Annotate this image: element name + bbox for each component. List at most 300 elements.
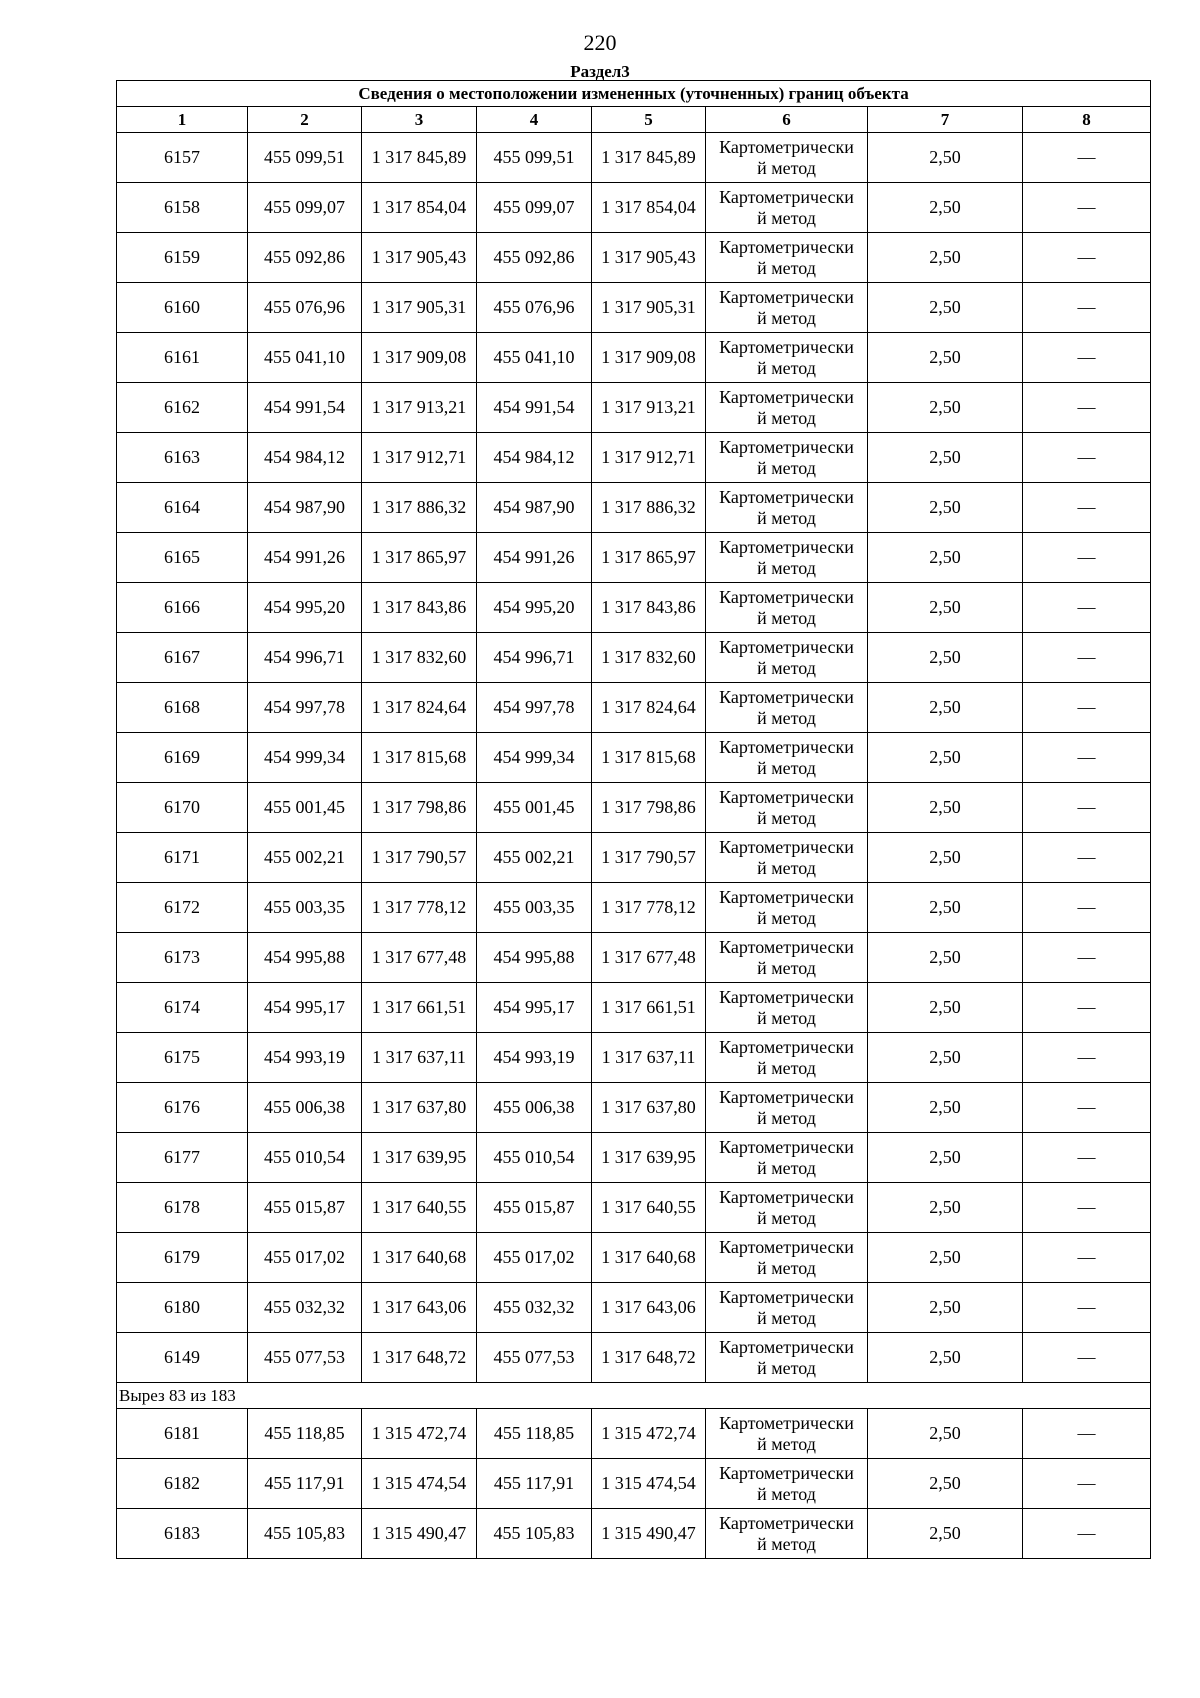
page-number: 220 xyxy=(583,30,617,55)
y-new-cell: 1 317 637,11 xyxy=(592,1033,706,1083)
table-row xyxy=(117,1333,1151,1383)
x-existing-cell: 455 092,86 xyxy=(248,233,362,283)
y-existing-cell: 1 317 648,72 xyxy=(362,1333,477,1383)
y-existing-cell: 1 317 832,60 xyxy=(362,633,477,683)
y-new-cell: 1 317 661,51 xyxy=(592,983,706,1033)
x-existing-cell: 455 118,85 xyxy=(248,1409,362,1459)
y-existing-cell: 1 317 845,89 xyxy=(362,133,477,183)
method-cell xyxy=(706,333,868,383)
subsection-row xyxy=(117,1383,1151,1409)
x-new-cell: 454 991,54 xyxy=(477,383,592,433)
x-existing-cell: 455 006,38 xyxy=(248,1083,362,1133)
y-existing-cell: 1 317 815,68 xyxy=(362,733,477,783)
y-existing-cell: 1 317 790,57 xyxy=(362,833,477,883)
description-cell: — xyxy=(1023,1333,1151,1383)
method-cell xyxy=(706,133,868,183)
accuracy-cell: 2,50 xyxy=(868,283,1023,333)
method-cell xyxy=(706,183,868,233)
method-line-1: Картометрически xyxy=(719,386,854,407)
table-row xyxy=(117,583,1151,633)
x-new-cell: 455 032,32 xyxy=(477,1283,592,1333)
x-existing-cell: 454 987,90 xyxy=(248,483,362,533)
accuracy-cell: 2,50 xyxy=(868,733,1023,783)
method-line-1: Картометрически xyxy=(719,1336,854,1357)
x-new-cell: 455 099,51 xyxy=(477,133,592,183)
accuracy-cell: 2,50 xyxy=(868,983,1023,1033)
table-row xyxy=(117,1133,1151,1183)
x-new-cell: 455 041,10 xyxy=(477,333,592,383)
y-new-cell: 1 315 474,54 xyxy=(592,1459,706,1509)
description-cell: — xyxy=(1023,933,1151,983)
y-existing-cell: 1 317 854,04 xyxy=(362,183,477,233)
method-cell xyxy=(706,633,868,683)
table-row xyxy=(117,1409,1151,1459)
x-existing-cell: 455 002,21 xyxy=(248,833,362,883)
x-existing-cell: 454 996,71 xyxy=(248,633,362,683)
description-cell: — xyxy=(1023,1509,1151,1559)
method-line-2: й метод xyxy=(757,807,816,828)
column-number: 7 xyxy=(868,107,1023,133)
table-row xyxy=(117,983,1151,1033)
point-number-cell: 6180 xyxy=(117,1283,248,1333)
method-line-1: Картометрически xyxy=(719,136,854,157)
x-existing-cell: 454 995,17 xyxy=(248,983,362,1033)
y-new-cell: 1 315 472,74 xyxy=(592,1409,706,1459)
x-new-cell: 455 002,21 xyxy=(477,833,592,883)
description-cell: — xyxy=(1023,1283,1151,1333)
y-new-cell: 1 317 905,43 xyxy=(592,233,706,283)
method-line-1: Картометрически xyxy=(719,536,854,557)
y-new-cell: 1 317 845,89 xyxy=(592,133,706,183)
column-number: 3 xyxy=(362,107,477,133)
column-number: 1 xyxy=(117,107,248,133)
accuracy-cell: 2,50 xyxy=(868,833,1023,883)
description-cell: — xyxy=(1023,1133,1151,1183)
y-new-cell: 1 317 815,68 xyxy=(592,733,706,783)
y-existing-cell: 1 315 472,74 xyxy=(362,1409,477,1459)
table-row xyxy=(117,933,1151,983)
point-number-cell: 6149 xyxy=(117,1333,248,1383)
y-existing-cell: 1 317 912,71 xyxy=(362,433,477,483)
y-existing-cell: 1 317 824,64 xyxy=(362,683,477,733)
x-new-cell: 454 993,19 xyxy=(477,1033,592,1083)
x-existing-cell: 455 015,87 xyxy=(248,1183,362,1233)
method-line-2: й метод xyxy=(757,657,816,678)
table-row xyxy=(117,333,1151,383)
method-line-2: й метод xyxy=(757,707,816,728)
x-new-cell: 454 996,71 xyxy=(477,633,592,683)
table-row xyxy=(117,1459,1151,1509)
x-new-cell: 455 077,53 xyxy=(477,1333,592,1383)
column-number-row xyxy=(117,107,1151,133)
method-cell xyxy=(706,1459,868,1509)
description-cell: — xyxy=(1023,433,1151,483)
method-line-2: й метод xyxy=(757,257,816,278)
description-cell: — xyxy=(1023,1459,1151,1509)
method-line-1: Картометрически xyxy=(719,936,854,957)
accuracy-cell: 2,50 xyxy=(868,583,1023,633)
table-caption-row xyxy=(117,81,1151,107)
description-cell: — xyxy=(1023,783,1151,833)
x-existing-cell: 454 991,26 xyxy=(248,533,362,583)
table-row xyxy=(117,1033,1151,1083)
method-cell xyxy=(706,1233,868,1283)
x-new-cell: 455 017,02 xyxy=(477,1233,592,1283)
method-line-1: Картометрически xyxy=(719,736,854,757)
accuracy-cell: 2,50 xyxy=(868,1183,1023,1233)
method-line-1: Картометрически xyxy=(719,1412,854,1433)
table-row xyxy=(117,283,1151,333)
x-new-cell: 454 995,88 xyxy=(477,933,592,983)
x-new-cell: 454 991,26 xyxy=(477,533,592,583)
method-line-2: й метод xyxy=(757,457,816,478)
y-existing-cell: 1 317 778,12 xyxy=(362,883,477,933)
x-new-cell: 454 995,20 xyxy=(477,583,592,633)
y-existing-cell: 1 317 905,43 xyxy=(362,233,477,283)
coordinates-table xyxy=(116,80,1151,1559)
method-cell xyxy=(706,1183,868,1233)
table-body xyxy=(117,133,1151,1559)
method-line-2: й метод xyxy=(757,1533,816,1554)
point-number-cell: 6175 xyxy=(117,1033,248,1083)
x-existing-cell: 454 995,20 xyxy=(248,583,362,633)
point-number-cell: 6162 xyxy=(117,383,248,433)
y-existing-cell: 1 317 661,51 xyxy=(362,983,477,1033)
table-row xyxy=(117,233,1151,283)
y-existing-cell: 1 317 843,86 xyxy=(362,583,477,633)
x-new-cell: 454 984,12 xyxy=(477,433,592,483)
column-number: 6 xyxy=(706,107,868,133)
description-cell: — xyxy=(1023,833,1151,883)
table-row xyxy=(117,433,1151,483)
accuracy-cell: 2,50 xyxy=(868,1459,1023,1509)
description-cell: — xyxy=(1023,983,1151,1033)
x-existing-cell: 455 010,54 xyxy=(248,1133,362,1183)
y-existing-cell: 1 317 909,08 xyxy=(362,333,477,383)
x-new-cell: 455 099,07 xyxy=(477,183,592,233)
y-existing-cell: 1 317 886,32 xyxy=(362,483,477,533)
method-line-2: й метод xyxy=(757,307,816,328)
method-line-2: й метод xyxy=(757,1433,816,1454)
method-line-1: Картометрически xyxy=(719,1512,854,1533)
x-new-cell: 455 003,35 xyxy=(477,883,592,933)
method-line-2: й метод xyxy=(757,607,816,628)
y-new-cell: 1 317 854,04 xyxy=(592,183,706,233)
accuracy-cell: 2,50 xyxy=(868,1083,1023,1133)
y-new-cell: 1 317 790,57 xyxy=(592,833,706,883)
x-new-cell: 454 997,78 xyxy=(477,683,592,733)
accuracy-cell: 2,50 xyxy=(868,1283,1023,1333)
description-cell: — xyxy=(1023,483,1151,533)
table-row xyxy=(117,783,1151,833)
description-cell: — xyxy=(1023,383,1151,433)
point-number-cell: 6170 xyxy=(117,783,248,833)
x-existing-cell: 455 076,96 xyxy=(248,283,362,333)
method-line-1: Картометрически xyxy=(719,836,854,857)
method-line-1: Картометрически xyxy=(719,586,854,607)
x-existing-cell: 455 017,02 xyxy=(248,1233,362,1283)
x-existing-cell: 454 993,19 xyxy=(248,1033,362,1083)
y-existing-cell: 1 317 677,48 xyxy=(362,933,477,983)
method-cell xyxy=(706,1509,868,1559)
y-existing-cell: 1 317 639,95 xyxy=(362,1133,477,1183)
method-line-1: Картометрически xyxy=(719,886,854,907)
x-existing-cell: 455 077,53 xyxy=(248,1333,362,1383)
description-cell: — xyxy=(1023,533,1151,583)
method-line-1: Картометрически xyxy=(719,286,854,307)
method-cell xyxy=(706,583,868,633)
point-number-cell: 6159 xyxy=(117,233,248,283)
table-row xyxy=(117,1183,1151,1233)
x-existing-cell: 455 003,35 xyxy=(248,883,362,933)
accuracy-cell: 2,50 xyxy=(868,433,1023,483)
method-line-2: й метод xyxy=(757,857,816,878)
method-cell xyxy=(706,1033,868,1083)
x-new-cell: 455 118,85 xyxy=(477,1409,592,1459)
x-existing-cell: 455 105,83 xyxy=(248,1509,362,1559)
method-line-1: Картометрически xyxy=(719,436,854,457)
accuracy-cell: 2,50 xyxy=(868,1233,1023,1283)
y-new-cell: 1 317 824,64 xyxy=(592,683,706,733)
method-line-1: Картометрически xyxy=(719,1136,854,1157)
point-number-cell: 6169 xyxy=(117,733,248,783)
point-number-cell: 6167 xyxy=(117,633,248,683)
description-cell: — xyxy=(1023,883,1151,933)
description-cell: — xyxy=(1023,1409,1151,1459)
method-cell xyxy=(706,883,868,933)
table-row xyxy=(117,1283,1151,1333)
accuracy-cell: 2,50 xyxy=(868,333,1023,383)
method-line-2: й метод xyxy=(757,1307,816,1328)
description-cell: — xyxy=(1023,633,1151,683)
description-cell: — xyxy=(1023,1183,1151,1233)
y-new-cell: 1 317 637,80 xyxy=(592,1083,706,1133)
method-cell xyxy=(706,383,868,433)
method-line-2: й метод xyxy=(757,157,816,178)
y-new-cell: 1 315 490,47 xyxy=(592,1509,706,1559)
method-line-1: Картометрически xyxy=(719,236,854,257)
method-cell xyxy=(706,933,868,983)
description-cell: — xyxy=(1023,1033,1151,1083)
y-existing-cell: 1 317 643,06 xyxy=(362,1283,477,1333)
x-existing-cell: 454 984,12 xyxy=(248,433,362,483)
column-number: 8 xyxy=(1023,107,1151,133)
method-line-2: й метод xyxy=(757,1007,816,1028)
x-new-cell: 455 092,86 xyxy=(477,233,592,283)
column-number: 5 xyxy=(592,107,706,133)
description-cell: — xyxy=(1023,1233,1151,1283)
table-row xyxy=(117,833,1151,883)
x-existing-cell: 455 001,45 xyxy=(248,783,362,833)
x-new-cell: 455 076,96 xyxy=(477,283,592,333)
method-line-2: й метод xyxy=(757,907,816,928)
point-number-cell: 6176 xyxy=(117,1083,248,1133)
accuracy-cell: 2,50 xyxy=(868,533,1023,583)
accuracy-cell: 2,50 xyxy=(868,1333,1023,1383)
method-line-1: Картометрически xyxy=(719,486,854,507)
accuracy-cell: 2,50 xyxy=(868,483,1023,533)
method-line-2: й метод xyxy=(757,957,816,978)
x-new-cell: 455 117,91 xyxy=(477,1459,592,1509)
y-new-cell: 1 317 832,60 xyxy=(592,633,706,683)
point-number-cell: 6166 xyxy=(117,583,248,633)
table-caption: Сведения о местоположении измененных (уточненных) границ объекта xyxy=(117,81,1151,107)
description-cell: — xyxy=(1023,333,1151,383)
point-number-cell: 6181 xyxy=(117,1409,248,1459)
method-line-1: Картометрически xyxy=(719,1036,854,1057)
y-new-cell: 1 317 640,68 xyxy=(592,1233,706,1283)
point-number-cell: 6174 xyxy=(117,983,248,1033)
method-line-2: й метод xyxy=(757,1357,816,1378)
y-existing-cell: 1 317 913,21 xyxy=(362,383,477,433)
y-existing-cell: 1 317 637,80 xyxy=(362,1083,477,1133)
y-new-cell: 1 317 798,86 xyxy=(592,783,706,833)
point-number-cell: 6165 xyxy=(117,533,248,583)
point-number-cell: 6168 xyxy=(117,683,248,733)
method-line-2: й метод xyxy=(757,507,816,528)
column-number: 2 xyxy=(248,107,362,133)
accuracy-cell: 2,50 xyxy=(868,1409,1023,1459)
method-line-1: Картометрически xyxy=(719,1086,854,1107)
method-line-2: й метод xyxy=(757,1057,816,1078)
accuracy-cell: 2,50 xyxy=(868,183,1023,233)
description-cell: — xyxy=(1023,1083,1151,1133)
subsection-label: Вырез 83 из 183 xyxy=(117,1383,1151,1409)
y-existing-cell: 1 315 474,54 xyxy=(362,1459,477,1509)
point-number-cell: 6177 xyxy=(117,1133,248,1183)
x-existing-cell: 455 117,91 xyxy=(248,1459,362,1509)
point-number-cell: 6179 xyxy=(117,1233,248,1283)
x-new-cell: 454 987,90 xyxy=(477,483,592,533)
y-new-cell: 1 317 778,12 xyxy=(592,883,706,933)
method-line-2: й метод xyxy=(757,1483,816,1504)
y-new-cell: 1 317 905,31 xyxy=(592,283,706,333)
method-line-1: Картометрически xyxy=(719,1286,854,1307)
method-line-1: Картометрически xyxy=(719,686,854,707)
point-number-cell: 6161 xyxy=(117,333,248,383)
accuracy-cell: 2,50 xyxy=(868,683,1023,733)
y-new-cell: 1 317 643,06 xyxy=(592,1283,706,1333)
point-number-cell: 6182 xyxy=(117,1459,248,1509)
column-number: 4 xyxy=(477,107,592,133)
table-row xyxy=(117,533,1151,583)
point-number-cell: 6178 xyxy=(117,1183,248,1233)
x-existing-cell: 455 041,10 xyxy=(248,333,362,383)
method-line-2: й метод xyxy=(757,757,816,778)
description-cell: — xyxy=(1023,733,1151,783)
method-line-1: Картометрически xyxy=(719,986,854,1007)
x-new-cell: 454 995,17 xyxy=(477,983,592,1033)
x-existing-cell: 455 032,32 xyxy=(248,1283,362,1333)
point-number-cell: 6172 xyxy=(117,883,248,933)
y-new-cell: 1 317 640,55 xyxy=(592,1183,706,1233)
y-new-cell: 1 317 677,48 xyxy=(592,933,706,983)
method-line-2: й метод xyxy=(757,207,816,228)
table-row xyxy=(117,483,1151,533)
method-cell xyxy=(706,783,868,833)
y-new-cell: 1 317 648,72 xyxy=(592,1333,706,1383)
y-existing-cell: 1 317 865,97 xyxy=(362,533,477,583)
description-cell: — xyxy=(1023,233,1151,283)
y-existing-cell: 1 317 640,68 xyxy=(362,1233,477,1283)
y-new-cell: 1 317 909,08 xyxy=(592,333,706,383)
method-cell xyxy=(706,733,868,783)
accuracy-cell: 2,50 xyxy=(868,883,1023,933)
method-cell xyxy=(706,983,868,1033)
method-cell xyxy=(706,283,868,333)
point-number-cell: 6164 xyxy=(117,483,248,533)
x-new-cell: 455 105,83 xyxy=(477,1509,592,1559)
method-line-1: Картометрически xyxy=(719,1462,854,1483)
method-cell xyxy=(706,833,868,883)
y-new-cell: 1 317 886,32 xyxy=(592,483,706,533)
point-number-cell: 6157 xyxy=(117,133,248,183)
accuracy-cell: 2,50 xyxy=(868,383,1023,433)
method-cell xyxy=(706,1333,868,1383)
description-cell: — xyxy=(1023,583,1151,633)
method-line-2: й метод xyxy=(757,1157,816,1178)
description-cell: — xyxy=(1023,133,1151,183)
table-row xyxy=(117,883,1151,933)
method-cell xyxy=(706,1133,868,1183)
accuracy-cell: 2,50 xyxy=(868,1033,1023,1083)
point-number-cell: 6163 xyxy=(117,433,248,483)
method-cell xyxy=(706,1283,868,1333)
x-existing-cell: 455 099,07 xyxy=(248,183,362,233)
y-existing-cell: 1 315 490,47 xyxy=(362,1509,477,1559)
method-cell xyxy=(706,683,868,733)
table-row xyxy=(117,383,1151,433)
y-new-cell: 1 317 639,95 xyxy=(592,1133,706,1183)
x-new-cell: 454 999,34 xyxy=(477,733,592,783)
accuracy-cell: 2,50 xyxy=(868,133,1023,183)
point-number-cell: 6158 xyxy=(117,183,248,233)
table-row xyxy=(117,683,1151,733)
point-number-cell: 6183 xyxy=(117,1509,248,1559)
y-existing-cell: 1 317 905,31 xyxy=(362,283,477,333)
accuracy-cell: 2,50 xyxy=(868,633,1023,683)
method-line-2: й метод xyxy=(757,357,816,378)
table-row xyxy=(117,183,1151,233)
method-line-1: Картометрически xyxy=(719,636,854,657)
section-title: Раздел3 xyxy=(570,62,630,81)
x-new-cell: 455 006,38 xyxy=(477,1083,592,1133)
x-new-cell: 455 010,54 xyxy=(477,1133,592,1183)
method-cell xyxy=(706,1083,868,1133)
method-cell xyxy=(706,1409,868,1459)
table-row xyxy=(117,133,1151,183)
description-cell: — xyxy=(1023,683,1151,733)
table-row xyxy=(117,1083,1151,1133)
method-line-1: Картометрически xyxy=(719,1236,854,1257)
table-row xyxy=(117,633,1151,683)
point-number-cell: 6171 xyxy=(117,833,248,883)
x-existing-cell: 454 995,88 xyxy=(248,933,362,983)
x-existing-cell: 454 997,78 xyxy=(248,683,362,733)
x-existing-cell: 454 999,34 xyxy=(248,733,362,783)
method-line-2: й метод xyxy=(757,1257,816,1278)
method-line-1: Картометрически xyxy=(719,336,854,357)
x-new-cell: 455 015,87 xyxy=(477,1183,592,1233)
method-line-1: Картометрически xyxy=(719,186,854,207)
accuracy-cell: 2,50 xyxy=(868,783,1023,833)
table-row xyxy=(117,1509,1151,1559)
accuracy-cell: 2,50 xyxy=(868,1509,1023,1559)
x-new-cell: 455 001,45 xyxy=(477,783,592,833)
accuracy-cell: 2,50 xyxy=(868,933,1023,983)
method-line-2: й метод xyxy=(757,1107,816,1128)
y-existing-cell: 1 317 637,11 xyxy=(362,1033,477,1083)
